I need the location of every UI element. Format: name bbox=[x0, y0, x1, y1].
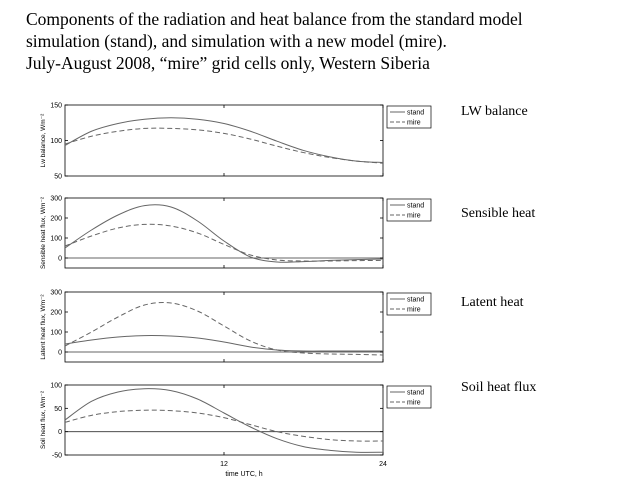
panel-label-latent-heat: Latent heat bbox=[461, 295, 524, 310]
y-tick-label: 50 bbox=[54, 405, 62, 413]
panel-latent-heat bbox=[40, 290, 431, 363]
y-tick-label: 0 bbox=[58, 255, 62, 263]
series-line-stand bbox=[65, 389, 383, 453]
plot-frame bbox=[65, 385, 383, 455]
y-axis-label: Soil heat flux, Wm⁻² bbox=[40, 391, 47, 449]
x-axis-label: time UTC, h bbox=[225, 471, 263, 478]
plot-frame bbox=[65, 198, 383, 268]
panel-sensible-heat bbox=[40, 196, 431, 270]
panel-soil-heat-flux bbox=[40, 383, 431, 479]
y-tick-label: 200 bbox=[50, 309, 62, 317]
y-tick-label: 300 bbox=[50, 195, 62, 203]
series-line-mire bbox=[65, 303, 383, 355]
title-line-3: July-August 2008, “mire” grid cells only, Western Siberia bbox=[26, 53, 430, 73]
y-axis-label: Sensible heat flux, Wm⁻² bbox=[40, 196, 47, 270]
series-line-stand bbox=[65, 336, 383, 352]
y-tick-label: 300 bbox=[50, 289, 62, 297]
title-line-2: simulation (stand), and simulation with a new model (mire). bbox=[26, 31, 447, 51]
y-tick-label: 100 bbox=[50, 382, 62, 390]
y-tick-label: 150 bbox=[50, 102, 62, 110]
panel-label-sensible-heat: Sensible heat bbox=[461, 206, 536, 221]
plot-frame bbox=[65, 105, 383, 176]
legend bbox=[387, 199, 431, 221]
legend-label-stand: stand bbox=[407, 296, 425, 304]
series-line-stand bbox=[65, 205, 383, 263]
legend-label-stand: stand bbox=[407, 109, 425, 117]
y-tick-label: 100 bbox=[50, 235, 62, 243]
y-axis-label: Latent heat flux, Wm⁻² bbox=[40, 294, 47, 360]
y-axis-label: Lw balance, Wm⁻² bbox=[40, 113, 47, 168]
legend-label-stand: stand bbox=[407, 202, 425, 210]
x-tick-label: 12 bbox=[220, 461, 228, 468]
series-line-mire bbox=[65, 410, 383, 441]
legend-label-mire: mire bbox=[407, 399, 421, 407]
legend-label-mire: mire bbox=[407, 306, 421, 314]
legend-label-mire: mire bbox=[407, 119, 421, 127]
panel-lw-balance bbox=[40, 103, 431, 181]
series-line-mire bbox=[65, 224, 383, 261]
legend bbox=[387, 293, 431, 315]
y-tick-label: 100 bbox=[50, 138, 62, 145]
legend bbox=[387, 106, 431, 128]
series-line-stand bbox=[65, 118, 383, 163]
title-line-1: Components of the radiation and heat balance from the standard model bbox=[26, 9, 523, 29]
y-tick-label: 200 bbox=[50, 215, 62, 223]
y-tick-label: 50 bbox=[54, 173, 62, 181]
y-tick-label: 100 bbox=[50, 329, 62, 337]
legend-label-stand: stand bbox=[407, 389, 425, 397]
legend bbox=[387, 386, 431, 408]
series-line-mire bbox=[65, 128, 383, 163]
y-tick-label: 0 bbox=[58, 429, 62, 437]
y-tick-label: -50 bbox=[51, 452, 62, 460]
y-tick-label: 0 bbox=[58, 349, 62, 357]
panel-label-lw-balance: LW balance bbox=[461, 104, 528, 119]
x-tick-label: 24 bbox=[379, 461, 387, 468]
legend-label-mire: mire bbox=[407, 212, 421, 220]
panel-label-soil-heat-flux: Soil heat flux bbox=[461, 380, 537, 395]
